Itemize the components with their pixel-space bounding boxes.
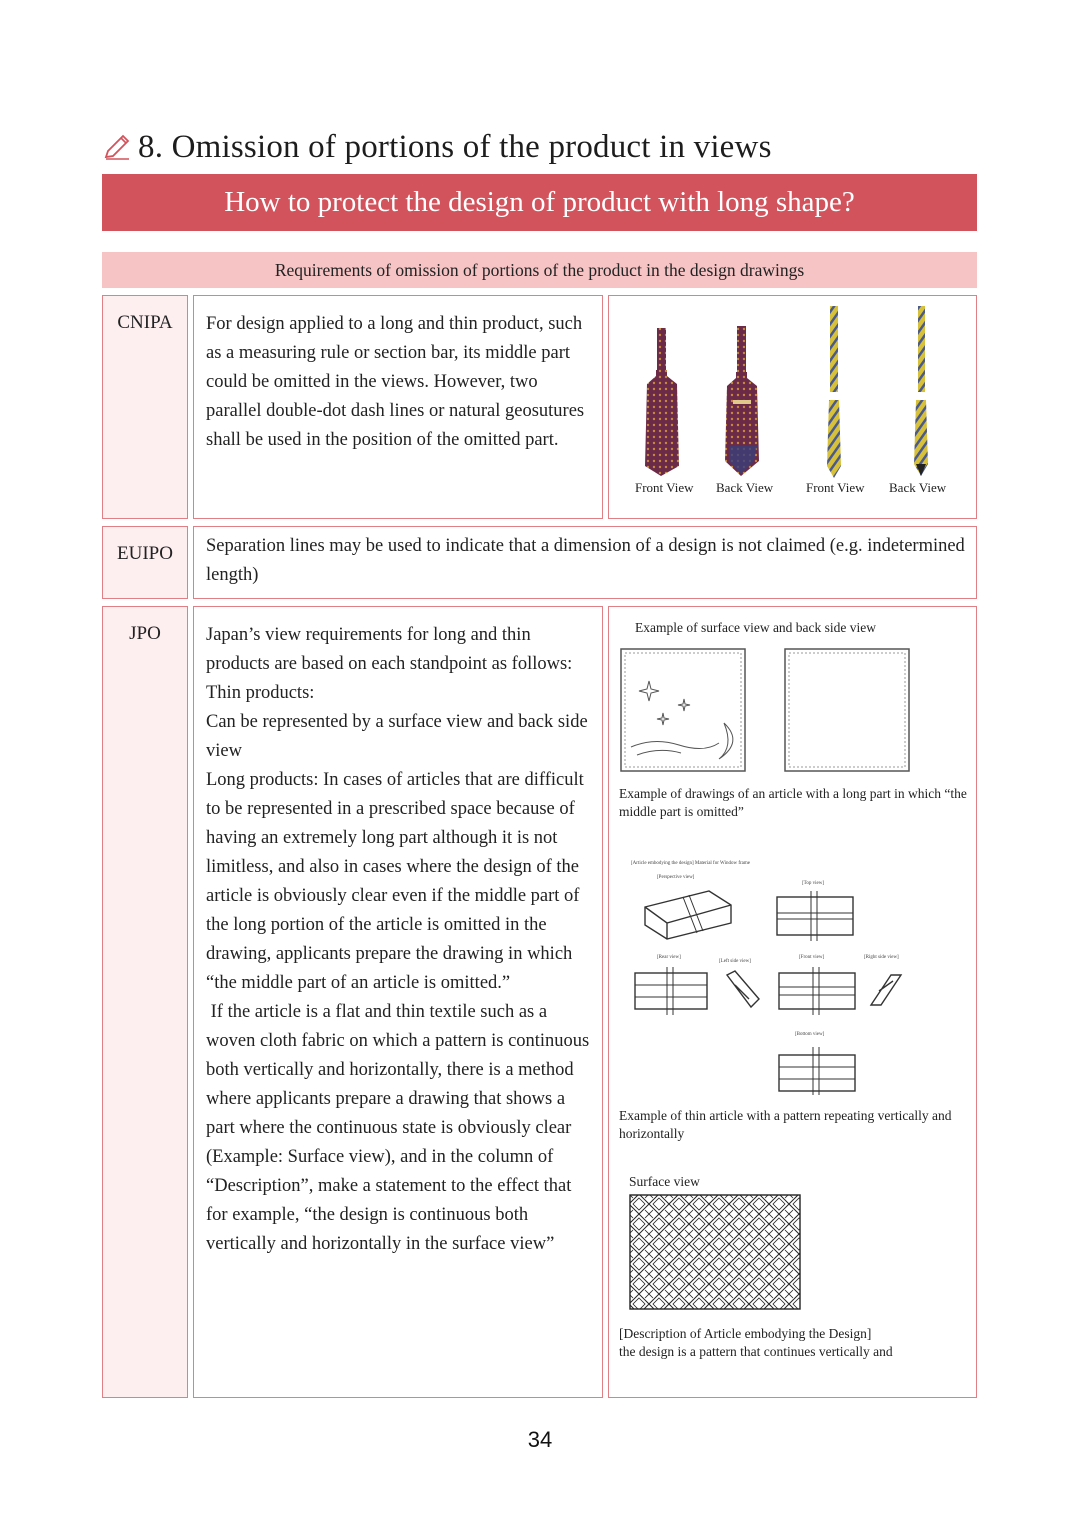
section-heading: Omission of portions of the product in views [171, 128, 772, 165]
office-euipo [102, 526, 188, 599]
jpo-paragraph: Japan’s view requirements for long and thin products are based on each standpoint as follows: [206, 625, 573, 674]
pencil-icon [102, 132, 132, 162]
caption-front-view-1: Front View [635, 480, 694, 495]
question-banner: How to protect the design of product with long shape? [102, 174, 977, 231]
tie-back-1 [725, 326, 759, 476]
label-rear: [Rear view] [657, 955, 681, 960]
example1-caption: Example of surface view and back side view [635, 620, 877, 635]
cnipa-illustration [608, 295, 977, 519]
jpo-paragraph: Thin products: [206, 683, 315, 703]
section-number: 8. [138, 128, 164, 165]
tie-back-2 [914, 306, 928, 476]
cnipa-text: For design applied to a long and thin product, such as a measuring rule or section bar, its middle part could be omitted in the views. However, two parallel double-dot dash lines or natural geosutures shall be used in the position of the omitted part. [193, 295, 603, 519]
jpo-paragraph: Long products: In cases of articles that are difficult to be represented in a prescribed space because of having an extremely long part although it is not limitless, and also in cases where the design of the article is obviously clear even if the middle part of the long portion of the article is omitted in the drawing, applicants prepare the drawing in which “the middle part of an article is omitted.” [206, 770, 584, 993]
tie-front-2 [827, 306, 841, 478]
label-top: [Top view] [802, 881, 825, 886]
office-cnipa [102, 295, 188, 519]
office-label: JPO [129, 623, 161, 644]
surface-view-label: Surface view [629, 1174, 700, 1189]
description-text: the design is a pattern that continues vertically and [619, 1344, 893, 1359]
window-frame-drawings [609, 877, 976, 1097]
example2-caption: Example of drawings of an article with a long part in which “the middle part is omitted” [619, 786, 967, 819]
label-left: [Left side view] [719, 959, 751, 964]
jpo-illustration [608, 606, 977, 1398]
description-title: [Description of Article embodying the Design] [619, 1326, 872, 1341]
page-number: 34 [527, 1427, 553, 1452]
label-article: [Article embodying the design] Material for Window frame [631, 861, 750, 866]
jpo-paragraph: If the article is a flat and thin textile such as a woven cloth fabric on which a pattern is continuous both vertically and horizontally, there is a method where applicants prepare a drawing that shows a part where the continuous state is obviously clear (Example: Surface view), and in the column of “Description”, make a statement to the effect that for example, “the design is continuous both vertically and horizontally in the surface view” [206, 1002, 594, 1254]
section-title [102, 126, 1002, 168]
jpo-paragraph: Can be represented by a surface view and back side view [206, 712, 588, 761]
label-front: [Front view] [799, 955, 825, 960]
caption-back-view-2: Back View [889, 480, 947, 495]
tie-front-1 [645, 328, 679, 476]
office-label: CNIPA [117, 312, 173, 333]
example3-caption: Example of thin article with a pattern repeating vertically and horizontally [619, 1108, 952, 1141]
caption-front-view-2: Front View [806, 480, 865, 495]
label-right: [Right side view] [864, 955, 899, 960]
euipo-text: Separation lines may be used to indicate that a dimension of a design is not claimed (e.g. indetermined length) [193, 526, 977, 599]
label-bottom: [Bottom view] [795, 1032, 825, 1037]
requirements-header: Requirements of omission of portions of the product in the design drawings [102, 252, 977, 288]
repeating-pattern [629, 1194, 801, 1310]
office-label: EUIPO [117, 543, 173, 564]
jpo-text [193, 606, 603, 1398]
office-jpo [102, 606, 188, 1398]
caption-back-view-1: Back View [716, 480, 774, 495]
label-perspective: [Perspective view] [657, 875, 695, 880]
surface-back-views [619, 647, 919, 775]
